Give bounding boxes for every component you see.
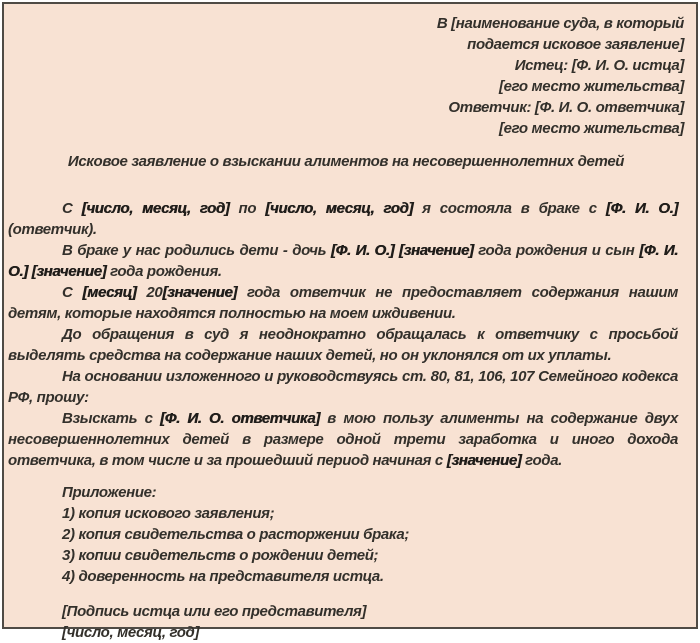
attachment-heading: Приложение: (62, 484, 157, 501)
attachment-block (62, 482, 684, 587)
attachment-item: 4) доверенность на представителя истца. (62, 568, 384, 585)
signature-line: [Подпись истца или его представителя] (62, 603, 367, 620)
header-line: [его место жительства] (498, 120, 684, 137)
attachment-item: 3) копии свидетельств о рождении детей; (62, 547, 379, 564)
signature-block (62, 601, 684, 643)
placeholder-text: [Ф. И. О.] (8, 242, 678, 280)
claim-paragraph: До обращения в суд я неоднократно обращалась к ответчику с просьбой выделять средства на содержание наших детей, но он уклонялся от их уплаты. (8, 326, 678, 364)
placeholder-text: [число, месяц, год] (81, 200, 230, 217)
signature-line: [число, месяц, год] (62, 624, 200, 641)
placeholder-text: [значение] (446, 452, 522, 469)
placeholder-text: [месяц] (82, 284, 137, 301)
attachment-item: 2) копия свидетельства о расторжении брака; (62, 526, 409, 543)
claim-paragraph: С [месяц] 20[значение] года ответчик не предоставляет содержания нашим детям, которые находятся полностью на моем иждивении. (8, 284, 678, 322)
document-sheet (2, 2, 698, 641)
attachment-item: 1) копия искового заявления; (62, 505, 275, 522)
header-line: подается исковое заявление] (467, 36, 684, 53)
header-line: [его место жительства] (498, 78, 684, 95)
claim-paragraph: Взыскать с [Ф. И. О. ответчика] в мою пользу алименты на содержание двух несовершеннолетних детей в размере одной трети заработка и иного дохода ответчика, в том числе и за прошедший период начиная с [значение] года. (8, 410, 678, 469)
placeholder-text: [Ф. И. О.] (330, 242, 395, 259)
attachment-list (62, 503, 684, 587)
claim-paragraph: В браке у нас родились дети - дочь [Ф. И. О.] [значение] года рождения и сын [Ф. И. О.] [значение] года рождения. (8, 242, 678, 280)
claim-paragraph: С [число, месяц, год] по [число, месяц, год] я состояла в браке с [Ф. И. О.] (ответчик). (8, 200, 678, 238)
placeholder-text: [значение] (398, 242, 474, 259)
placeholder-text: [значение] (162, 284, 238, 301)
placeholder-text: [Ф. И. О.] (605, 200, 678, 217)
document-title: Исковое заявление о взыскании алиментов на несовершеннолетних детей (67, 153, 625, 170)
court-header-block (8, 13, 684, 139)
claim-body (8, 198, 678, 471)
placeholder-text: [значение] (31, 263, 107, 280)
claim-paragraph: На основании изложенного и руководствуясь ст. 80, 81, 106, 107 Семейного кодекса РФ, прошу: (8, 368, 678, 406)
header-line: Истец: [Ф. И. О. истца] (514, 57, 684, 74)
header-line: В [наименование суда, в который (436, 15, 684, 32)
header-line: Ответчик: [Ф. И. О. ответчика] (448, 99, 684, 116)
placeholder-text: [Ф. И. О. ответчика] (160, 410, 320, 427)
placeholder-text: [число, месяц, год] (265, 200, 414, 217)
